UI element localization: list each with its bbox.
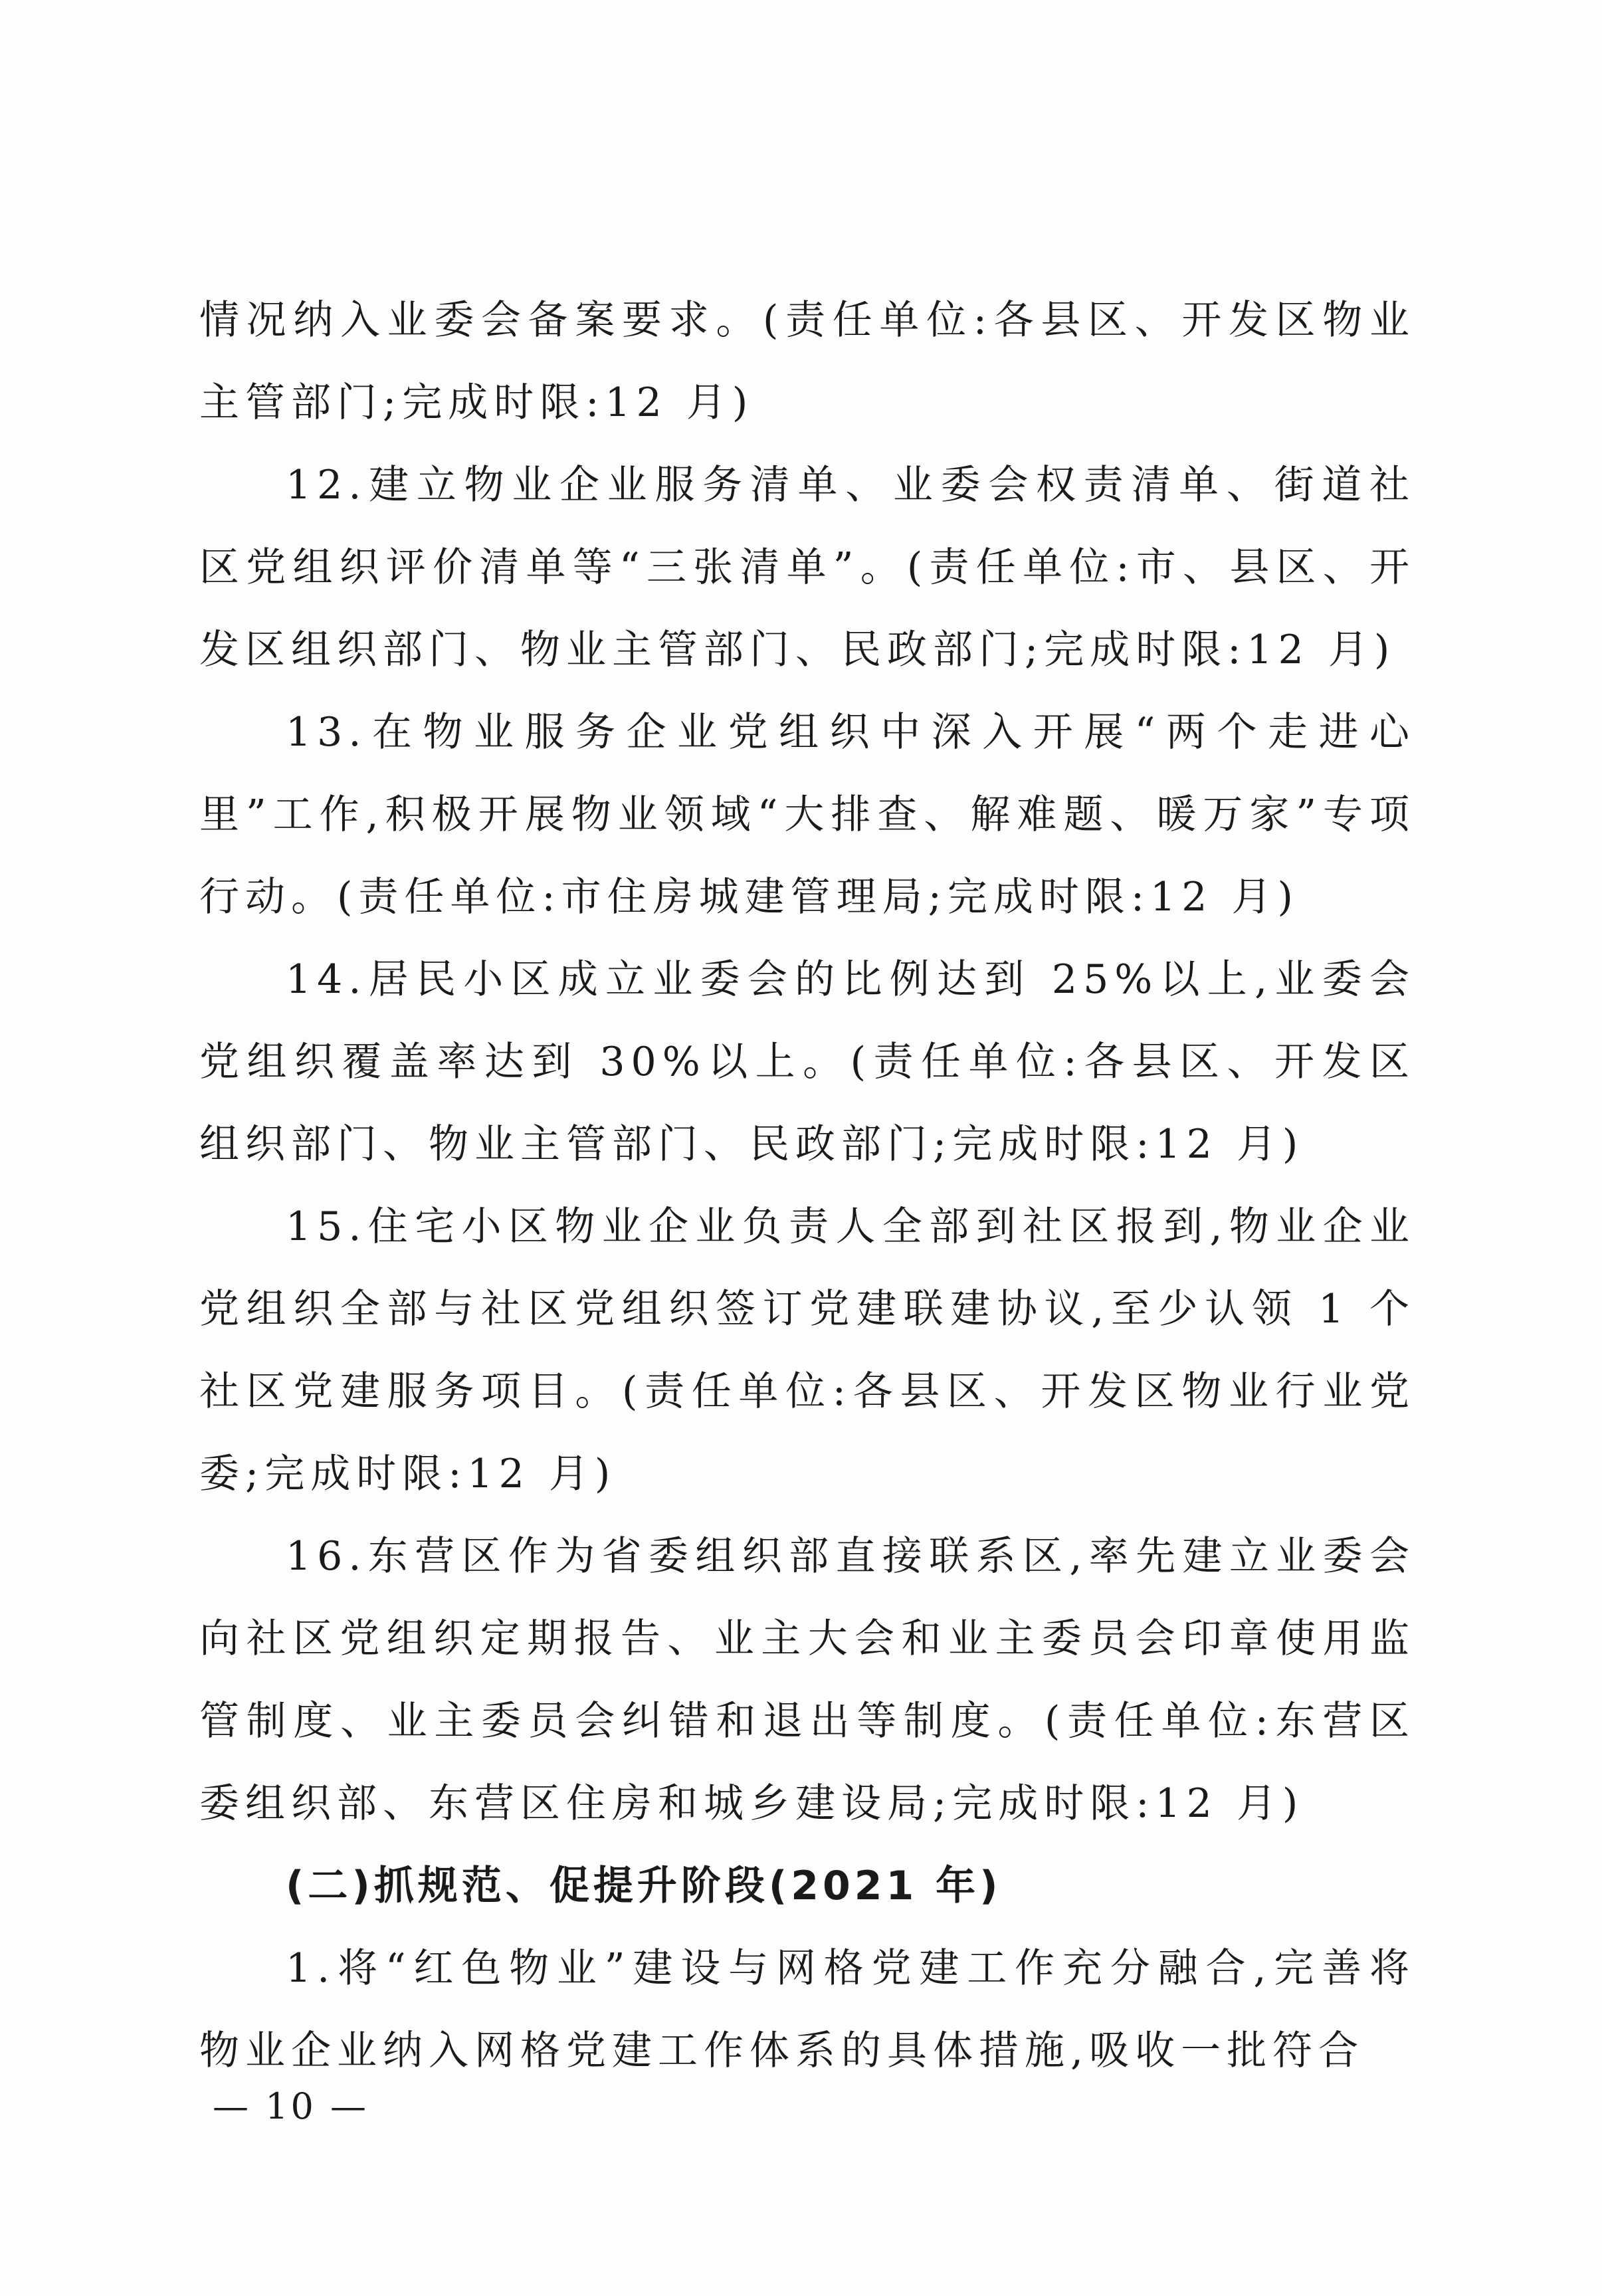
paragraph-item-13: 13.在物业服务企业党组织中深入开展“两个走进心里”工作,积极开展物业领域“大排查、解难题、暖万家”专项行动。(责任单位:市住房城建管理局;完成时限:12 月): [199, 709, 1415, 920]
paragraph-continuation: 情况纳入业委会备案要求。(责任单位:各县区、开发区物业主管部门;完成时限:12 月): [199, 297, 1415, 426]
section-heading: (二)抓规范、促提升阶段(2021 年): [286, 1863, 1002, 1909]
paragraph-item-1: 1.将“红色物业”建设与网格党建工作充分融合,完善将物业企业纳入网格党建工作体系的具体措施,吸收一批符合: [199, 1945, 1415, 2074]
paragraph-item-14: 14.居民小区成立业委会的比例达到 25%以上,业委会党组织覆盖率达到 30%以上。(责任单位:各县区、开发区组织部门、物业主管部门、民政部门;完成时限:12 月): [199, 956, 1415, 1168]
paragraph-item-16: 16.东营区作为省委组织部直接联系区,率先建立业委会向社区党组织定期报告、业主大会和业主委员会印章使用监管制度、业主委员会纠错和退出等制度。(责任单位:东营区委组织部、东营区住房和城乡建设局;完成时限:12 月): [199, 1533, 1415, 1827]
document-body: [199, 279, 1415, 2092]
paragraph-item-15: 15.住宅小区物业企业负责人全部到社区报到,物业企业党组织全部与社区党组织签订党建联建协议,至少认领 1 个社区党建服务项目。(责任单位:各县区、开发区物业行业党委;完成时限:12 月): [199, 1203, 1415, 1497]
paragraph-item-12: 12.建立物业企业服务清单、业委会权责清单、街道社区党组织评价清单等“三张清单”。(责任单位:市、县区、开发区组织部门、物业主管部门、民政部门;完成时限:12 月): [199, 462, 1415, 673]
page-number: — 10 —: [213, 2085, 369, 2127]
